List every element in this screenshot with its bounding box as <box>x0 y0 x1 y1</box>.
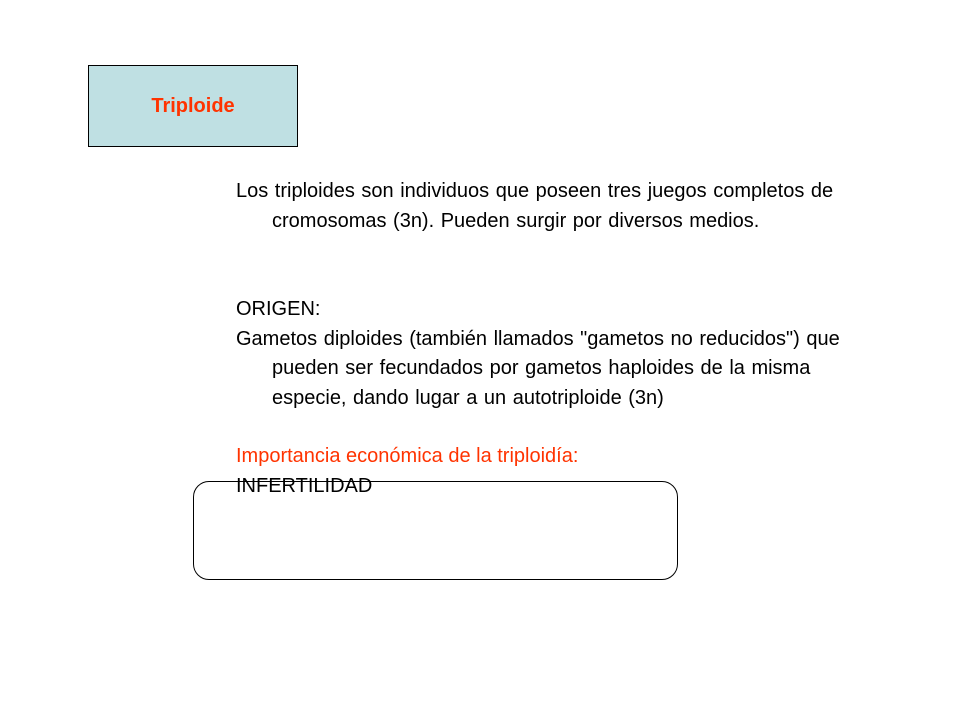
slide-body <box>236 177 856 501</box>
importance-label: Importancia económica de la triploidía: <box>236 445 579 467</box>
intro-paragraph: Los triploides son individuos que poseen tres juegos completos de cromosomas (3n). Pueden surgir por diversos medios. <box>236 180 834 232</box>
origin-heading: ORIGEN: <box>236 298 321 320</box>
origin-paragraph: Gametos diploides (también llamados "gametos no reducidos") que pueden ser fecundados por gametos haploides de la misma especie, dando lugar a un autotriploide (3n) <box>236 327 840 409</box>
title-box <box>88 65 298 147</box>
slide-title: Triploide <box>151 94 235 117</box>
importance-value: INFERTILIDAD <box>236 474 373 497</box>
